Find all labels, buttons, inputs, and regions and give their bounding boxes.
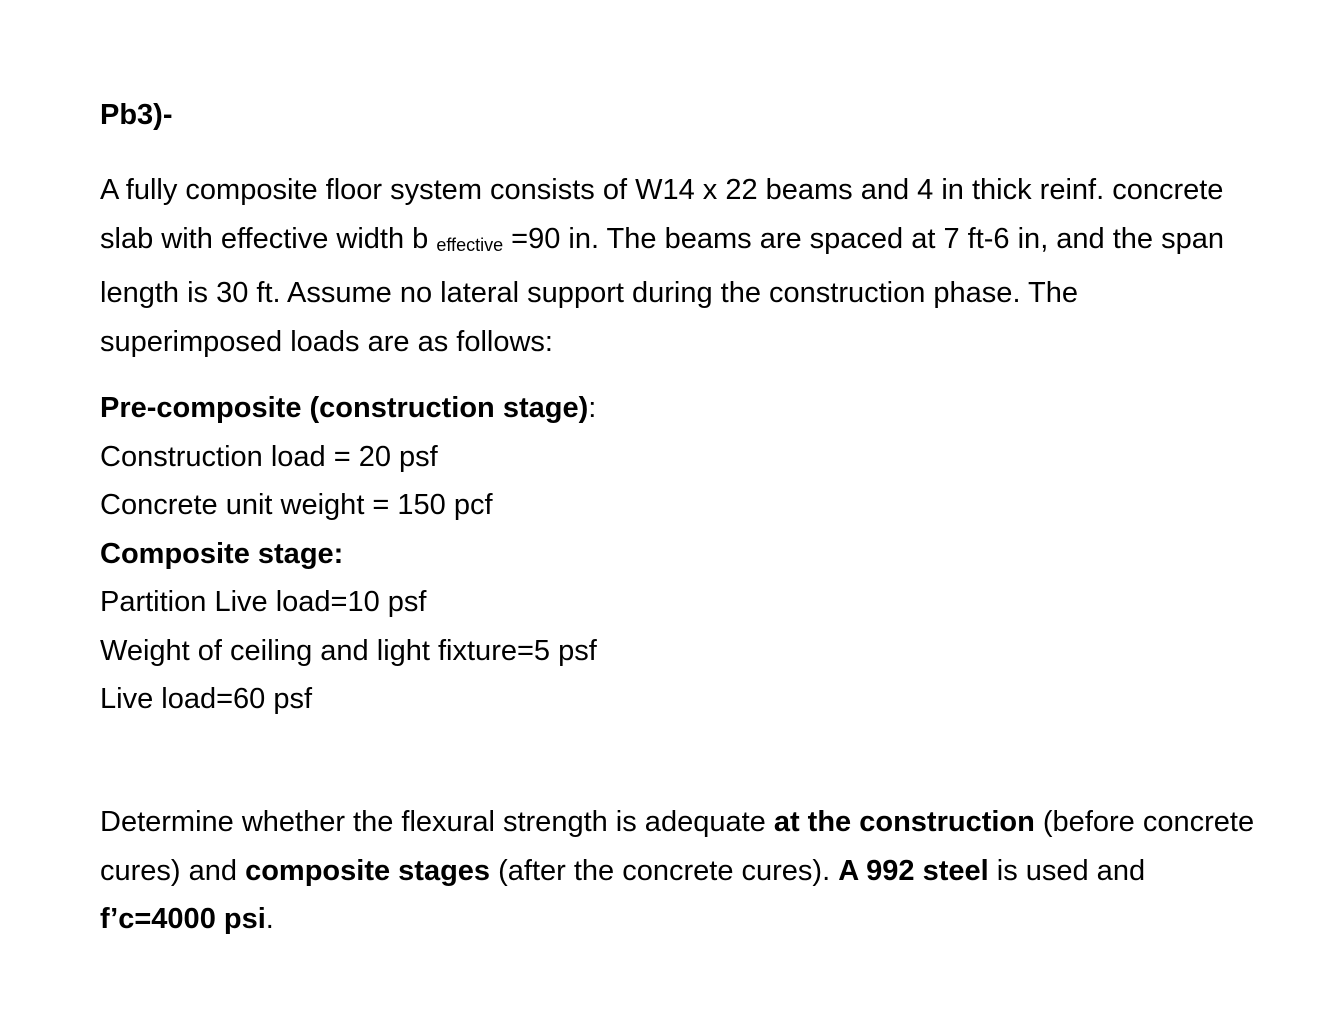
statement-text-1: A fully composite floor system consists of W14 x 22 beams and 4 in thick reinf. concrete slab with effective width b	[100, 174, 1224, 255]
pre-composite-heading-line	[100, 384, 597, 433]
effective-subscript: effective	[436, 234, 504, 255]
live-load-line: Live load=60 psf	[100, 683, 313, 715]
partition-live-load-line: Partition Live load=10 psf	[100, 586, 427, 618]
question-text-4: is used and	[988, 854, 1146, 887]
question-text-5: .	[265, 903, 274, 935]
ceiling-weight-line: Weight of ceiling and light fixture=5 psf	[100, 634, 597, 667]
loads-section	[100, 384, 597, 724]
question-text-1: Determine whether the flexural strength is adequate	[100, 806, 774, 838]
pre-composite-heading-colon: :	[588, 392, 597, 424]
pre-composite-heading: Pre-composite (construction stage)	[100, 392, 589, 424]
problem-statement	[100, 166, 1265, 366]
question-bold-4: f’c=4000 psi	[100, 903, 266, 935]
question-text-3: (after the concrete cures).	[490, 854, 839, 887]
concrete-unit-weight-line: Concrete unit weight = 150 pcf	[100, 489, 493, 521]
question-text-2: (before concrete cures) and	[100, 806, 1255, 887]
problem-title: Pb3)-	[100, 99, 173, 131]
question-bold-3: A 992 steel	[838, 854, 989, 887]
question-bold-2: composite stages	[245, 854, 491, 887]
statement-text-2: =90 in. The beams are spaced at 7 ft-6 in, and the span length is 30 ft. Assume no lateral support during the construction phase. The superimposed loads are as follows:	[100, 222, 1225, 358]
composite-heading: Composite stage:	[100, 537, 344, 570]
construction-load-line: Construction load = 20 psf	[100, 440, 438, 473]
question-bold-1: at the construction	[773, 806, 1035, 838]
question-paragraph	[100, 798, 1265, 944]
